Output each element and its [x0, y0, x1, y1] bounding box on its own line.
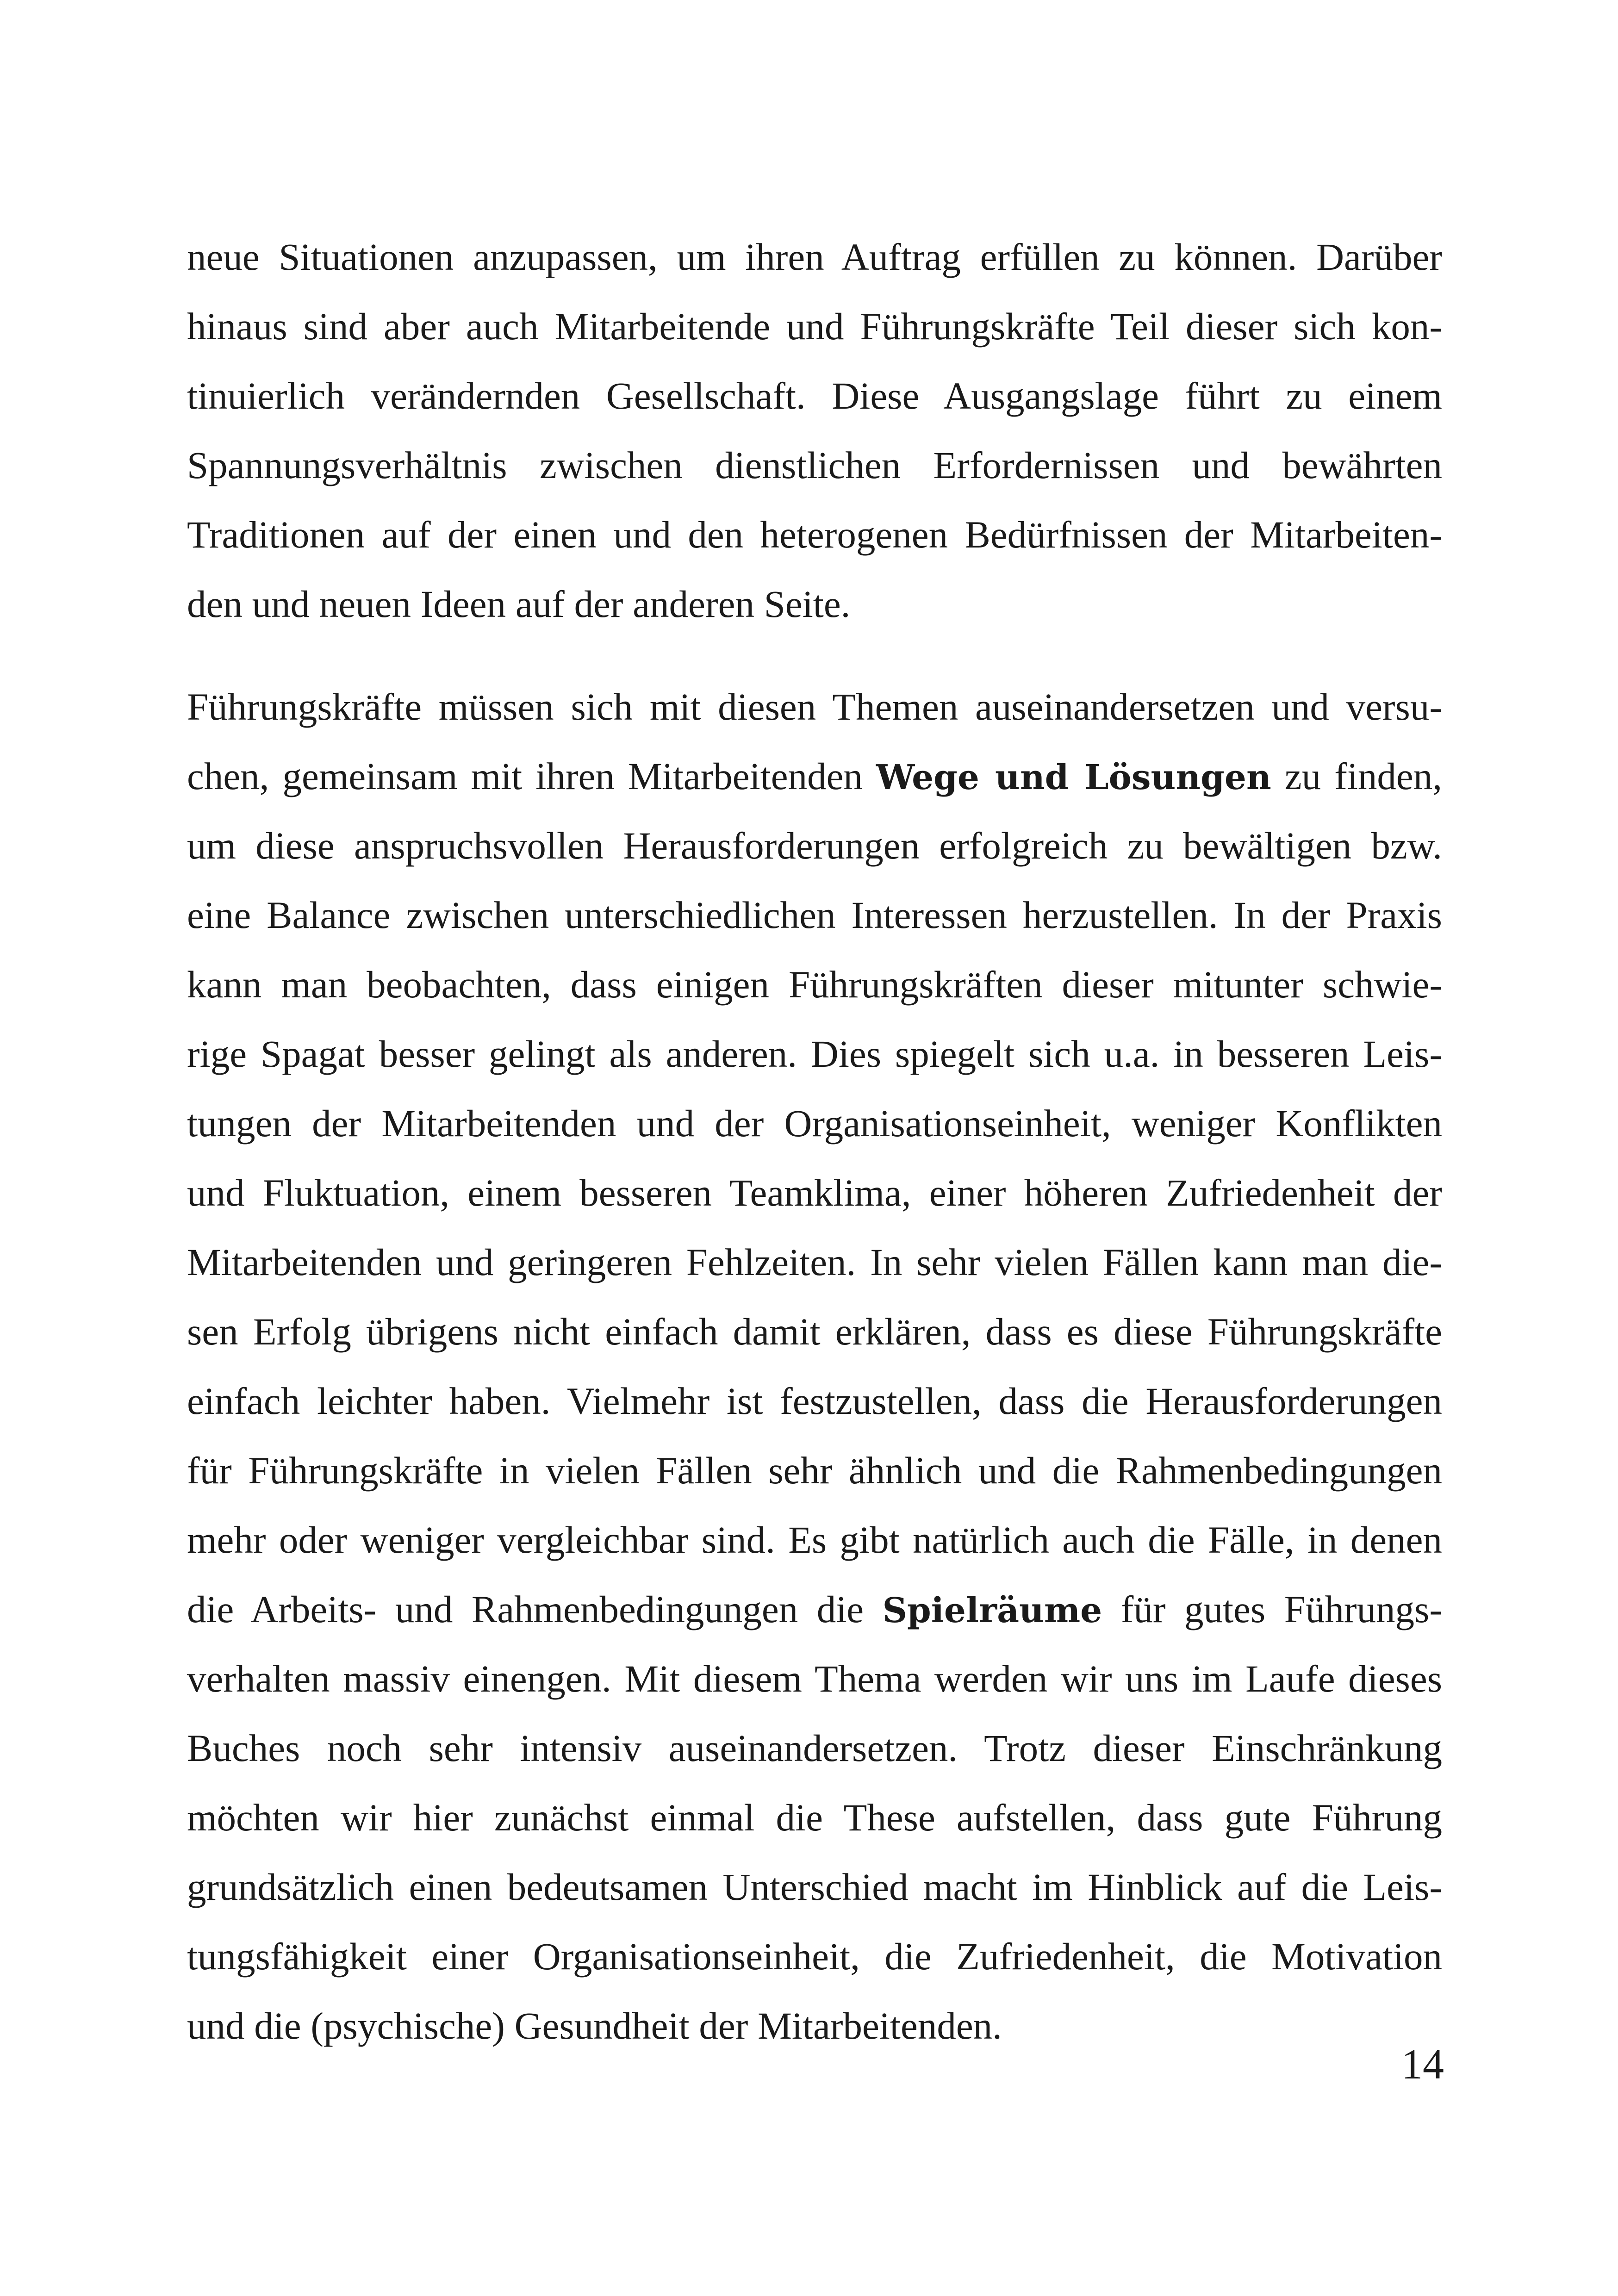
text-line: den und neuen Ideen auf der anderen Seite.	[187, 583, 851, 625]
text-line: tinuierlich verändernden Gesellschaft. Diese Ausgangslage führt zu einem	[187, 374, 1442, 417]
text-line: eine Balance zwischen unterschiedlichen Interessen herzustellen. In der Praxis	[187, 894, 1442, 936]
text-line: tungsfähigkeit einer Organisationseinheit, die Zufriedenheit, die Motivation	[187, 1935, 1442, 1978]
text-line: Spannungsverhältnis zwischen dienstlichen Erfordernissen und bewährten	[187, 444, 1442, 486]
text-segment: zu finden,	[1271, 755, 1442, 797]
bold-term-spielraeume: Spielräume	[882, 1591, 1102, 1630]
text-line: verhalten massiv einengen. Mit diesem Thema werden wir uns im Laufe dieses	[187, 1657, 1442, 1700]
text-line: und Fluktuation, einem besseren Teamklima, einer höheren Zufriedenheit der	[187, 1171, 1442, 1214]
text-line: kann man beobachten, dass einigen Führungskräften dieser mitunter schwie-	[187, 963, 1442, 1006]
text-line: Traditionen auf der einen und den heterogenen Bedürfnissen der Mitarbeiten-	[187, 513, 1442, 556]
text-line: grundsätzlich einen bedeutsamen Unterschied macht im Hinblick auf die Leis-	[187, 1866, 1442, 1908]
text-line: Buches noch sehr intensiv auseinandersetzen. Trotz dieser Einschränkung	[187, 1727, 1442, 1769]
text-line: um diese anspruchsvollen Herausforderungen erfolgreich zu bewältigen bzw.	[187, 824, 1442, 867]
text-segment: für gutes Führungs-	[1102, 1588, 1442, 1630]
text-segment: die Arbeits- und Rahmenbedingungen die	[187, 1588, 883, 1630]
text-line: hinaus sind aber auch Mitarbeitende und Führungskräfte Teil dieser sich kon-	[187, 305, 1442, 348]
paragraph-1	[187, 222, 1442, 639]
page-number: 14	[1401, 2041, 1444, 2088]
bold-term-wege-und-loesungen: Wege und Lösungen	[876, 758, 1271, 797]
paragraph-2	[187, 672, 1442, 2060]
text-line	[187, 741, 1442, 811]
text-segment: chen, gemeinsam mit ihren Mitarbeitenden	[187, 755, 876, 797]
text-line: tungen der Mitarbeitenden und der Organisationseinheit, weniger Konflikten	[187, 1102, 1442, 1145]
text-line	[187, 1574, 1442, 1644]
text-line: einfach leichter haben. Vielmehr ist festzustellen, dass die Herausforderungen	[187, 1380, 1442, 1422]
text-line: mehr oder weniger vergleichbar sind. Es gibt natürlich auch die Fälle, in denen	[187, 1518, 1442, 1561]
text-line: für Führungskräfte in vielen Fällen sehr ähnlich und die Rahmenbedingungen	[187, 1449, 1442, 1492]
text-line: neue Situationen anzupassen, um ihren Auftrag erfüllen zu können. Darüber	[187, 236, 1442, 278]
text-line: und die (psychische) Gesundheit der Mitarbeitenden.	[187, 2004, 1002, 2047]
text-line: möchten wir hier zunächst einmal die These aufstellen, dass gute Führung	[187, 1796, 1442, 1839]
text-line: sen Erfolg übrigens nicht einfach damit erklären, dass es diese Führungskräfte	[187, 1310, 1442, 1353]
text-line: Mitarbeitenden und geringeren Fehlzeiten. In sehr vielen Fällen kann man die-	[187, 1241, 1442, 1283]
text-line: rige Spagat besser gelingt als anderen. Dies spiegelt sich u.a. in besseren Leis-	[187, 1033, 1442, 1075]
text-line: Führungskräfte müssen sich mit diesen Themen auseinandersetzen und versu-	[187, 685, 1442, 728]
